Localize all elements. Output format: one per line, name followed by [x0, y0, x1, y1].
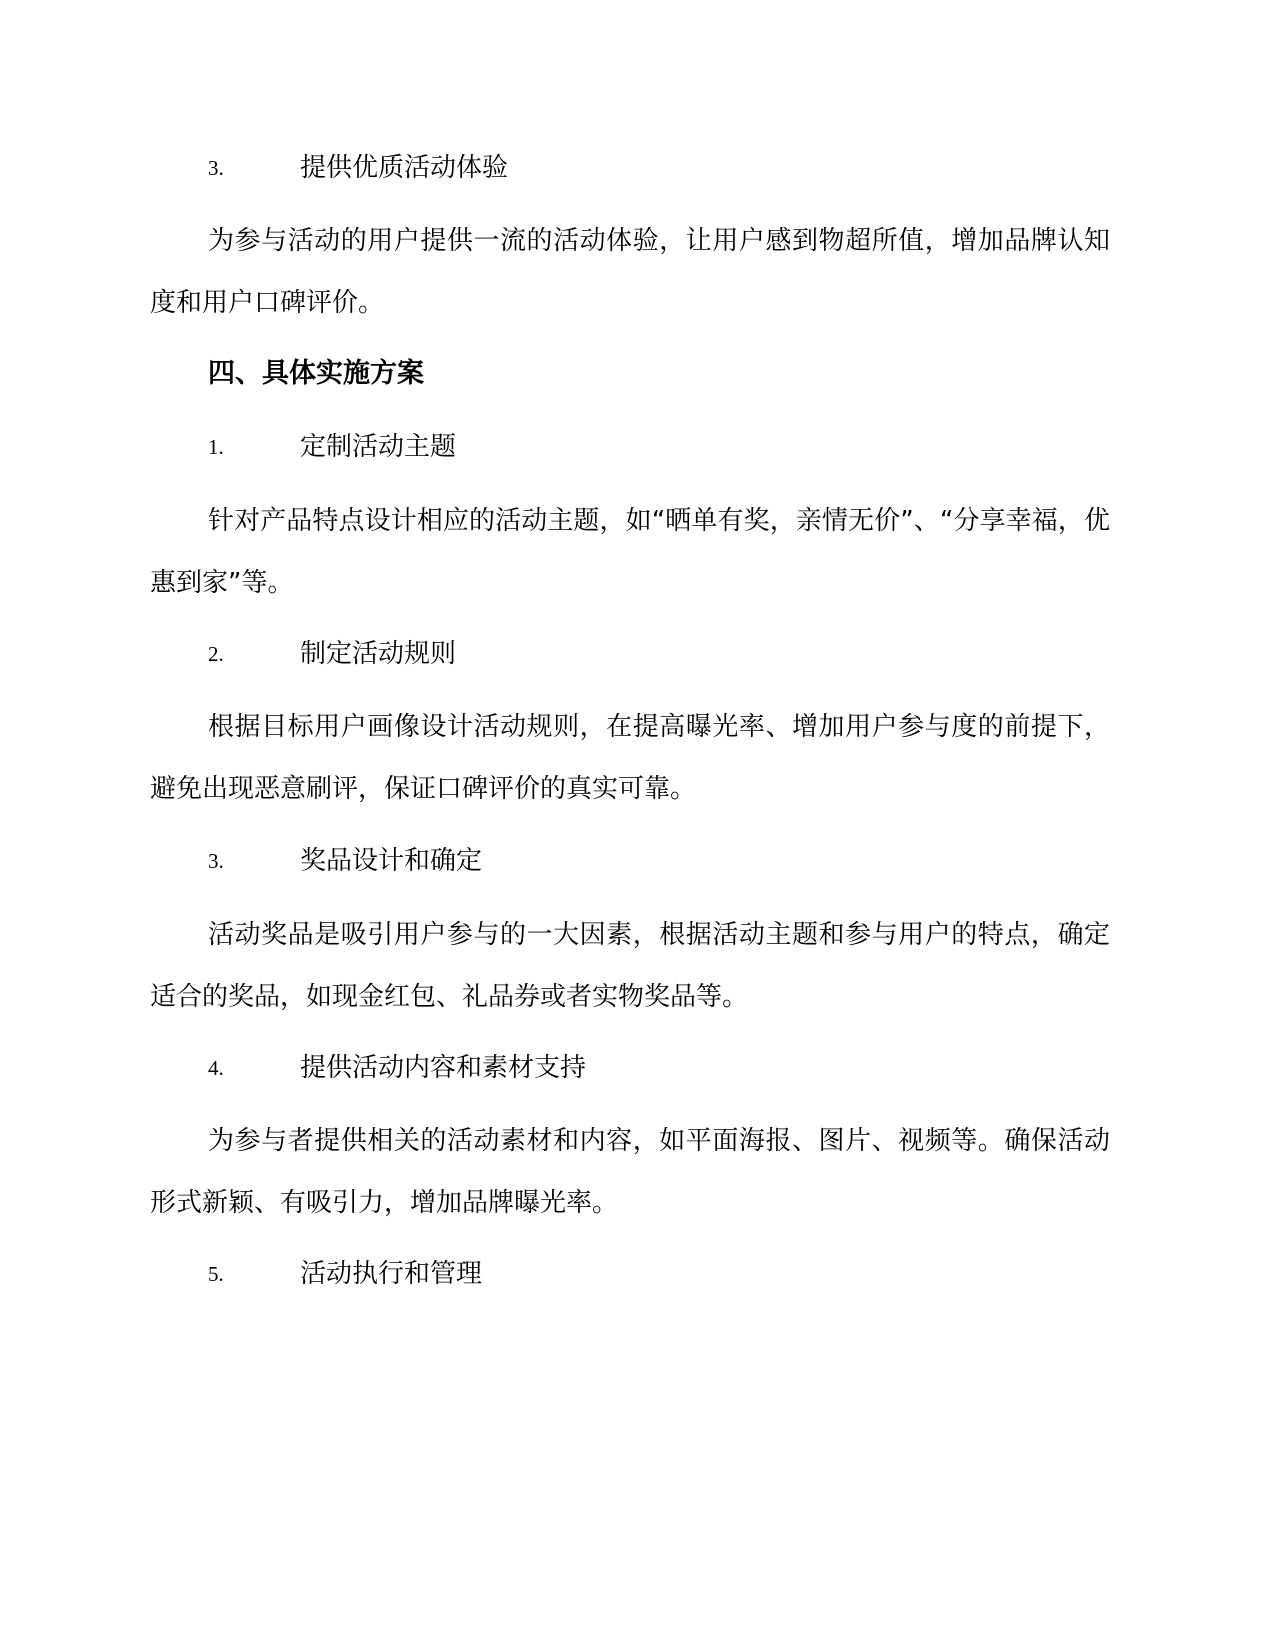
- list-number: 3.: [208, 849, 224, 873]
- paragraph-prizes: 活动奖品是吸引用户参与的一大因素，根据活动主题和参与用户的特点，确定适合的奖品，如现金红包、礼品券或者实物奖品等。: [150, 920, 1110, 1012]
- list-number: 2.: [208, 642, 224, 666]
- list-number: 5.: [208, 1262, 224, 1286]
- list-title: 奖品设计和确定: [300, 846, 483, 876]
- list-number: 3.: [208, 156, 224, 180]
- paragraph-rules: 根据目标用户画像设计活动规则，在提高曝光率、增加用户参与度的前提下，避免出现恶意刷评，保证口碑评价的真实可靠。: [150, 712, 1110, 804]
- paragraph-materials: 为参与者提供相关的活动素材和内容，如平面海报、图片、视频等。确保活动形式新颖、有吸引力，增加品牌曝光率。: [150, 1126, 1110, 1218]
- paragraph-experience: 为参与活动的用户提供一流的活动体验，让用户感到物超所值，增加品牌认知度和用户口碑评价。: [150, 226, 1110, 318]
- list-title: 活动执行和管理: [300, 1259, 483, 1289]
- list-title: 提供优质活动体验: [300, 153, 509, 183]
- section-heading: 四、具体实施方案: [208, 358, 424, 389]
- list-number: 4.: [208, 1056, 224, 1080]
- list-title: 制定活动规则: [300, 639, 457, 669]
- list-number: 1.: [208, 435, 224, 459]
- paragraph-theme: 针对产品特点设计相应的活动主题，如“晒单有奖，亲情无价”、“分享幸福，优惠到家”等。: [150, 506, 1110, 598]
- list-title: 定制活动主题: [300, 432, 457, 462]
- list-title: 提供活动内容和素材支持: [300, 1053, 587, 1083]
